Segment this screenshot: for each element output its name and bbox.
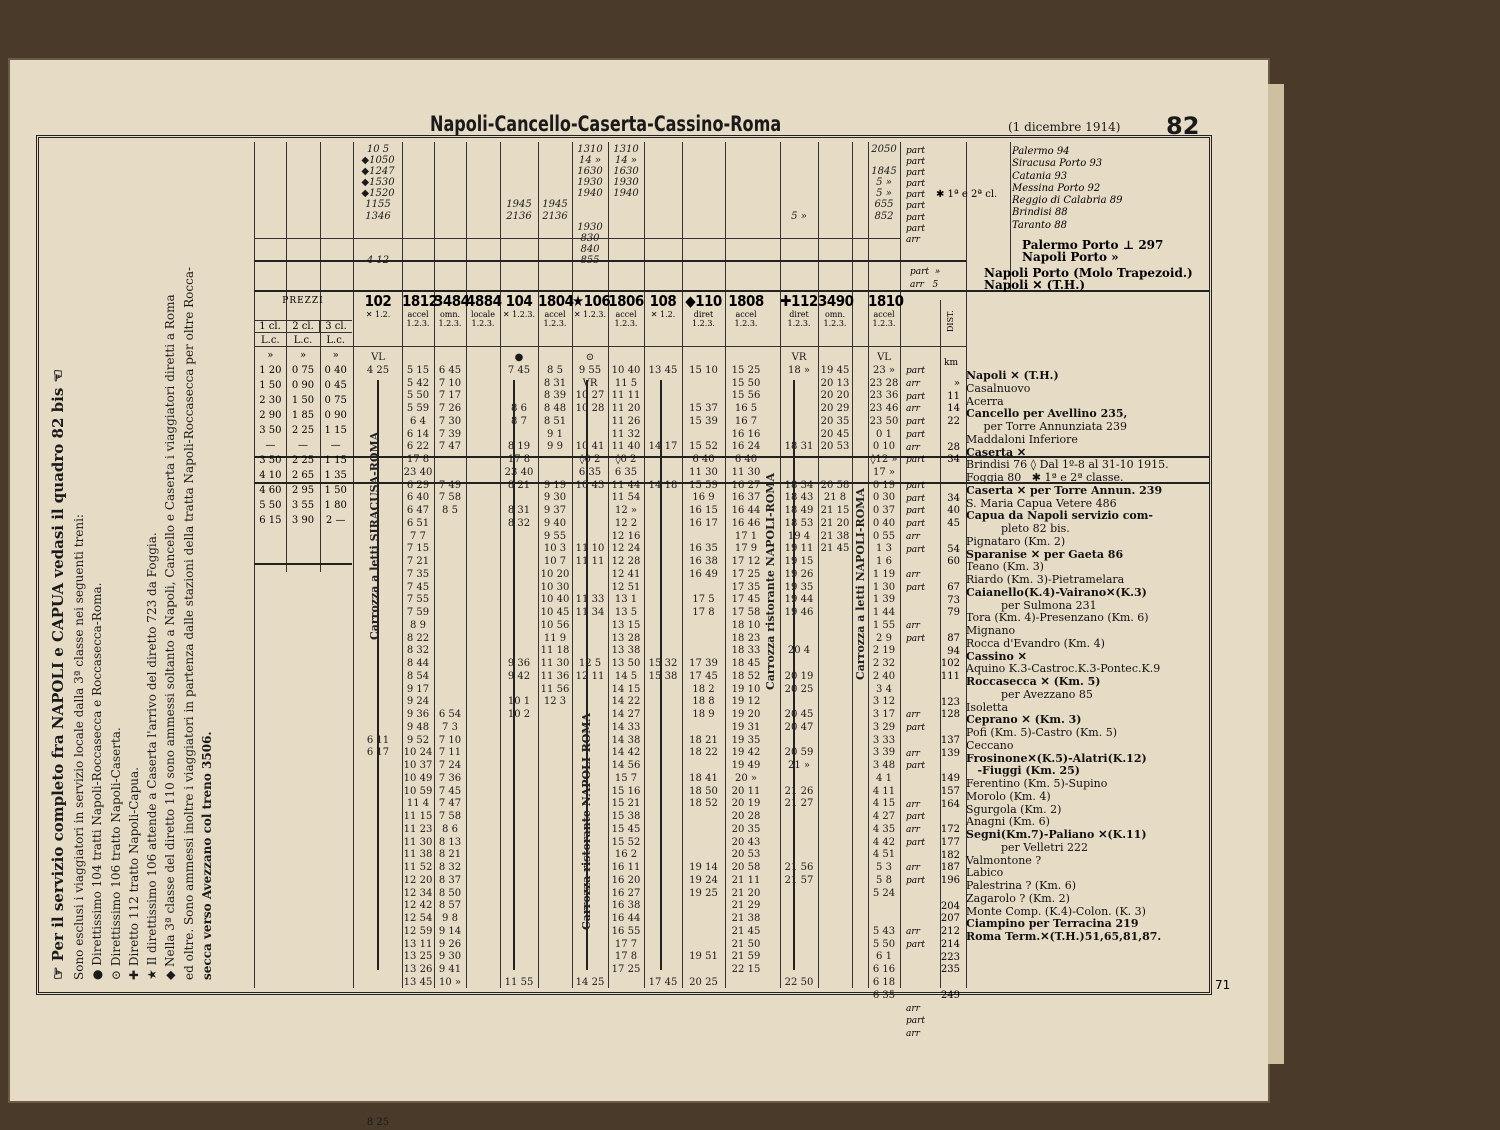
station-name: Frosinone✕(K.5)-Alatri(K.12) [966, 751, 1147, 765]
unit-label: L.c. [293, 335, 313, 346]
station-name: Maddaloni Inferiore [966, 432, 1078, 446]
train-header [354, 292, 402, 347]
price-cell: 3 55 [291, 500, 315, 511]
note-line: ● Direttissimo 104 tratti Napoli-Roccasecca e Roccasecca-Roma. [90, 582, 105, 980]
train-header [434, 292, 470, 347]
notes-panel [38, 138, 252, 990]
page-edge [1268, 84, 1284, 1064]
station-name: Labico [966, 866, 1004, 880]
price-cell: 2 95 [291, 485, 315, 496]
prices-row [254, 438, 352, 453]
top-class-note: ✱ 1ª e 2ª cl. [936, 189, 998, 200]
price-cell: » [267, 350, 274, 361]
note-line: ★ Il direttissimo 106 attende a Caserta l'arrivo del diretto 723 da Foggia. [145, 532, 160, 980]
notes-rotated [38, 138, 252, 990]
train-number: 1806 [608, 292, 644, 310]
km-label: km [944, 358, 958, 368]
col-3490: 19 45 20 13 20 20 20 29 20 35 20 45 20 53 20 58 21 8 21 15 21 20 21 38 21 45 [820, 364, 850, 555]
corner-number: 71 [1215, 978, 1231, 992]
station-name: per Avezzano 85 [966, 687, 1093, 701]
price-cell: 2 25 [291, 425, 315, 436]
col-106: ⊙ 9 55 VR 10 27 10 28 10 41 ◊0 2 6 35 10 43 11 10 11 11 11 33 11 34 12 5 12 11 14 25 [575, 352, 605, 988]
grid-line [900, 142, 901, 988]
price-cell: 0 90 [324, 410, 347, 421]
station-name: Valmontone ? [966, 853, 1042, 867]
prices-table [254, 290, 352, 565]
prices-row [254, 468, 352, 483]
price-cell: 0 75 [291, 365, 315, 376]
price-cell: 0 45 [324, 380, 347, 391]
train-class: omn. 1.2.3. [438, 310, 462, 328]
price-cell: — [330, 440, 341, 451]
station-name: Sparanise ✕ per Gaeta 86 [966, 547, 1124, 561]
price-cell: 0 75 [324, 395, 347, 406]
note-line: ✚ Diretto 112 tratto Napoli-Capua. [126, 767, 141, 980]
price-cell: 1 20 [259, 365, 282, 376]
prices-row [254, 483, 352, 498]
col-104: ● 7 45 8 6 8 7 8 19 17 8 23 40 8 21 8 31 8 32 9 36 9 42 10 1 10 2 11 55 [504, 352, 534, 988]
prices-row [254, 408, 352, 423]
prices-row [254, 378, 352, 393]
arrow-line [660, 380, 662, 970]
train-number: 1808 [728, 292, 764, 310]
station-name: Roccasecca ✕ (Km. 5) [966, 675, 1101, 688]
col-110: 15 10 15 37 15 39 15 52 6 40 11 30 15 59 16 9 16 15 16 17 16 35 16 38 16 49 17 5 17 8 17 39 17 45 18 2 18 8 18 9 18 21 18 22 18 41 18 50 18 52 19 14 19 24 19 25 19 51 20 25 [689, 364, 718, 988]
unit-label: L.c. [326, 335, 345, 346]
station-name: Ciampino per Terracina 219 [966, 917, 1139, 931]
station-name: Anagni (Km. 6) [966, 815, 1050, 829]
train-header [644, 292, 682, 347]
col-102: VL 4 25 6 11 6 17 8 25 [366, 352, 390, 1128]
train-number: 3484 [434, 292, 470, 310]
notes-title: ☞ Per il servizio completo fra NAPOLI e CAPUA vedasi il quadro 82 bis ☜ [49, 369, 67, 980]
prices-row [254, 423, 352, 438]
top-part-arr: part part part part part part part part arr [906, 146, 926, 245]
car-label: Carrozza ristorante NAPOLI-ROMA [764, 473, 777, 690]
station-name: Riardo (Km. 3)-Pietramelara [966, 573, 1125, 586]
station-name: -Fiuggi (Km. 25) [966, 764, 1081, 778]
station-name: Rocca d'Evandro (Km. 4) [966, 636, 1105, 650]
station-name: Acerra [966, 394, 1004, 408]
station-name: Zagarolo ? (Km. 2) [966, 891, 1070, 905]
col-1806: 10 40 11 5 11 11 11 20 11 26 11 32 11 40 ◊0 2 6 35 11 44 11 54 12 » 12 2 12 16 12 24 12 28 12 41 12 51 13 1 13 5 13 15 13 28 13 38 13 50 14 5 14 15 14 22 14 27 14 33 14 38 14 42 14 56 15 7 15 16 15 21 15 38 15 45 15 52 16 2 16 11 16 20 16 27 16 38 16 44 16 55 17 7 17 8 17 25 [611, 364, 641, 975]
connecting-destinations: Palermo 94 Siracusa Porto 93 Catania 93 Messina Porto 92 Reggio di Calabria 89 Brindisi 88 Taranto 88 [1012, 146, 1123, 231]
train-class: accel 1.2.3. [543, 310, 567, 328]
top-106: 1310 14 » 1630 1930 1940 1930 830 840 855 [577, 144, 603, 266]
station-name: Monte Comp. (K.4)-Colon. (K. 3) [966, 904, 1146, 918]
station-name: Mignano [966, 624, 1016, 637]
top-112: 5 » [791, 210, 807, 222]
col-3484: 6 45 7 10 7 17 7 26 7 30 7 39 7 47 7 49 7 58 8 5 6 54 7 3 7 10 7 11 7 24 7 36 7 45 7 47 7 58 8 6 8 13 8 21 8 32 8 37 8 50 8 57 9 8 9 14 9 26 9 30 9 41 10 » [438, 364, 462, 988]
train-header [538, 292, 572, 347]
train-header [572, 292, 611, 347]
porto-line-1: Palermo Porto ⊥ 297 [1022, 238, 1164, 252]
porto-part-arr: part » arr 5 [910, 267, 941, 290]
note-line: ◆ Nella 3ª classe del diretto 110 sono ammessi soltanto a Napoli, Cancello e Caserta i viaggiatori diretti a Roma [163, 294, 178, 980]
col-1808: 15 25 15 50 15 56 16 5 16 7 16 16 16 24 6 40 11 30 16 27 16 37 16 44 16 46 17 1 17 9 17 12 17 25 17 35 17 45 17 58 18 10 18 23 18 33 18 45 18 52 19 10 19 12 19 20 19 31 19 35 19 42 19 49 20 » 20 11 20 19 20 28 20 35 20 43 20 53 20 58 21 11 21 20 21 29 21 38 21 45 21 50 21 59 22 15 [731, 364, 761, 975]
class-header: 3 cl. [319, 321, 352, 332]
train-header [725, 292, 767, 347]
car-label: Carrozza a letti NAPOLI-ROMA [854, 488, 867, 680]
prices-row [254, 513, 352, 528]
page-date: (1 dicembre 1914) [1008, 120, 1121, 134]
stations-list [966, 370, 1210, 944]
station-name: Ceccano [966, 738, 1014, 752]
price-cell: 6 15 [259, 515, 282, 526]
porto-line-3: Napoli Porto (Molo Trapezoid.) [984, 266, 1193, 280]
prices-header [254, 320, 352, 333]
prices-unit-row [254, 333, 352, 348]
note-line: Sono esclusi i viaggiatori in servizio locale dalla 3ª classe nei seguenti treni: [72, 514, 86, 980]
station-name: Capua da Napoli servizio com- [966, 509, 1153, 523]
station-name: Cancello per Avellino 235, [966, 407, 1128, 421]
prices-rows [254, 348, 352, 528]
price-cell: 1 50 [259, 380, 282, 391]
train-number: 4884 [466, 292, 502, 310]
price-cell: 2 25 [291, 455, 315, 466]
prices-row [254, 453, 352, 468]
station-name: Tora (Km. 4)-Presenzano (Km. 6) [966, 611, 1149, 625]
page-title: Napoli-Cancello-Caserta-Cassino-Roma [430, 112, 782, 136]
arrow-line [513, 380, 515, 970]
station-name: Ceprano ✕ (Km. 3) [966, 713, 1082, 727]
col-112: VR 18 » 18 31 18 34 18 43 18 49 18 53 19 4 19 11 19 15 19 26 19 35 19 44 19 46 20 4 20 19 20 25 20 45 20 47 20 59 21 » 21 26 21 27 21 56 21 57 22 50 [784, 352, 814, 988]
station-name: Pofi (Km. 5)-Castro (Km. 5) [966, 726, 1117, 739]
price-cell: 2 30 [259, 395, 282, 406]
note-line: ed oltre. Sono ammessi inoltre i viaggiatori in partenza dalle stazioni della tratta Napoli-Roccasecca per oltre Rocca- [181, 266, 196, 980]
train-header [500, 292, 538, 347]
station-name: Casalnuovo [966, 381, 1031, 395]
price-cell: 0 40 [324, 365, 347, 376]
station-name: Segni(Km.7)-Paliano ✕(K.11) [966, 828, 1147, 841]
train-class: accel 1.2.3. [614, 310, 638, 328]
price-cell: — [265, 440, 276, 451]
prices-label: PREZZI [282, 296, 324, 306]
train-class: diret 1.2.3. [692, 310, 715, 328]
train-number: 1812 [402, 292, 438, 310]
station-name: Foggia 80 ✱ 1ª e 2ª classe. [966, 471, 1124, 484]
station-name: Caserta ✕ per Torre Annun. 239 [966, 483, 1163, 497]
col-1812: 5 15 5 42 5 50 5 59 6 4 6 14 6 22 17 8 23 40 6 29 6 40 6 47 6 51 7 7 7 15 7 21 7 35 7 45 7 55 7 59 8 9 8 22 8 32 8 44 8 54 9 17 9 24 9 36 9 48 9 52 10 24 10 37 10 49 10 59 11 4 11 15 11 23 11 30 11 38 11 52 12 20 12 34 12 42 12 54 12 59 13 11 13 25 13 26 13 45 [403, 364, 433, 988]
price-cell: » [332, 350, 339, 361]
arrow-line [793, 380, 795, 970]
train-header [780, 292, 818, 347]
station-name: per Torre Annunziata 239 [966, 420, 1128, 433]
train-header [402, 292, 438, 347]
grid-line [254, 142, 255, 988]
station-name: per Velletri 222 [966, 840, 1088, 854]
top-1806: 1310 14 » 1630 1930 1940 [613, 144, 639, 200]
price-cell: 1 80 [324, 500, 347, 511]
top-1810: 2050 1845 5 » 5 » 655 852 [871, 144, 897, 222]
grid-line [852, 142, 853, 988]
station-name: S. Maria Capua Vetere 486 [966, 496, 1117, 510]
price-cell: 1 15 [324, 425, 347, 436]
note-line: secca verso Avezzano col treno 3506. [200, 731, 215, 980]
col-1810: VL 23 » 23 28 23 36 23 46 23 50 0 1 0 10 ◊12 » 17 » 0 19 0 30 0 37 0 40 0 55 1 3 1 6 1 19 1 30 1 39 1 44 1 55 2 9 2 19 2 32 2 40 3 4 3 12 3 17 3 29 3 33 3 39 3 48 4 1 4 11 4 15 4 27 4 35 4 42 4 51 5 3 5 8 5 24 5 43 5 50 6 1 6 16 6 18 6 35 [869, 352, 899, 1001]
price-cell: 4 60 [259, 485, 282, 496]
train-class: omn. 1.2.3. [823, 310, 847, 328]
station-name: Morolo (Km. 4) [966, 789, 1051, 803]
note-line: ⊙ Direttissimo 106 tratto Napoli-Caserta. [108, 727, 123, 980]
station-name: Teano (Km. 3) [966, 560, 1044, 574]
station-name: Caserta ✕ [966, 445, 1027, 459]
train-number: ✚112 [780, 292, 818, 310]
station-name: Caianello(K.4)-Vairano✕(K.3) [966, 585, 1147, 599]
unit-label: L.c. [261, 335, 280, 346]
train-header [608, 292, 644, 347]
grid-line [818, 142, 819, 988]
car-label: Carrozza ristorante NAPOLI-ROMA [580, 713, 593, 930]
price-cell: 5 50 [259, 500, 282, 511]
train-number: 108 [649, 292, 677, 310]
price-cell: 4 10 [259, 470, 282, 481]
station-name: Sgurgola (Km. 2) [966, 802, 1062, 816]
car-label: Carrozza a letti SIRACUSA-ROMA [368, 431, 381, 640]
price-cell: 2 — [325, 515, 346, 526]
station-name: Pignataro (Km. 2) [966, 534, 1066, 548]
price-cell: 1 50 [324, 485, 347, 496]
train-header [818, 292, 852, 347]
porto-line-2: Napoli Porto » [1022, 250, 1119, 264]
prices-row [254, 363, 352, 378]
station-name: per Sulmona 231 [966, 598, 1097, 612]
train-number: ◆110 [685, 292, 722, 310]
porto-line-4: Napoli ✕ (T.H.) [984, 278, 1086, 292]
train-class: ✕ 1.2. [650, 310, 676, 319]
price-cell: 3 50 [259, 425, 282, 436]
train-number: 102 [364, 292, 392, 310]
station-name: Brindisi 76 ◊ Dal 1º-8 al 31-10 1915. [966, 458, 1169, 472]
top-1804: 1945 2136 [542, 199, 568, 222]
train-class: diret 1.2.3. [787, 310, 811, 328]
station-name: Aquino K.3-Castroc.K.3-Pontec.K.9 [966, 662, 1161, 676]
class-header: 1 cl. [259, 321, 281, 332]
part-arr-column: part arr part arr part part arr part part part part part arr part arr part arr part arr part arr part arr part arr part arr part arr part arr part arr [906, 366, 926, 1039]
prices-row [254, 498, 352, 513]
train-class: ✕ 1.2.3. [573, 310, 607, 319]
prices-row [254, 348, 352, 363]
price-cell: 3 90 [291, 515, 315, 526]
train-number: 1804 [538, 292, 574, 310]
price-cell: » [299, 350, 307, 361]
train-header [868, 292, 904, 347]
col-108: 13 45 14 17 14 18 15 32 15 38 17 45 [648, 364, 678, 988]
station-name: pleto 82 bis. [966, 522, 1070, 535]
train-header [682, 292, 725, 347]
train-class: locale 1.2.3. [471, 310, 495, 328]
station-name: Napoli ✕ (T.H.) [966, 369, 1059, 382]
price-cell: 1 15 [324, 455, 347, 466]
train-number: ★106 [572, 292, 611, 310]
top-102: 10 5 ◆1050 ◆1247 ◆1530 ◆1520 1155 1346 4 12 [361, 144, 395, 266]
train-class: accel 1.2.3. [406, 310, 430, 328]
price-cell: 0 90 [291, 380, 315, 391]
grid-line [466, 142, 467, 988]
km-column: » 11 14 22 28 34 34 40 45 54 60 67 73 79 87 94 102 111 123 128 137 139 149 157 164 172 177 182 187 196 204 207 212 214 223 235 249 [940, 377, 960, 1001]
class-header: 2 cl. [286, 321, 319, 332]
train-number: 1810 [868, 292, 904, 310]
train-class: ✕ 1.2. [365, 310, 391, 319]
col-1804: 8 5 8 31 8 39 8 48 8 51 9 1 9 9 9 19 9 30 9 37 9 40 9 55 10 3 10 7 10 20 10 30 10 40 10 45 10 56 11 9 11 18 11 30 11 36 11 56 12 3 [540, 364, 570, 708]
station-name: Roma Term.✕(T.H.)51,65,81,87. [966, 930, 1162, 943]
train-number: 3490 [818, 292, 854, 310]
train-number: 104 [505, 292, 533, 310]
train-class: ✕ 1.2.3. [502, 310, 536, 319]
price-cell: 2 90 [259, 410, 282, 421]
station-name: Palestrina ? (Km. 6) [966, 879, 1077, 892]
price-cell: 1 85 [291, 410, 315, 421]
price-cell: 1 50 [291, 395, 315, 406]
train-header [466, 292, 500, 347]
price-cell: — [298, 440, 308, 451]
page-number: 82 [1166, 112, 1200, 140]
dist-label: DIST. [946, 310, 955, 332]
price-cell: 2 65 [291, 470, 315, 481]
station-name: Cassino ✕ [966, 649, 1027, 663]
train-class: accel 1.2.3. [872, 310, 896, 328]
station-name: Isoletta [966, 700, 1009, 714]
train-class: accel 1.2.3. [734, 310, 758, 328]
price-cell: 3 50 [259, 455, 282, 466]
price-cell: 1 35 [324, 470, 347, 481]
top-104: 1945 2136 [506, 199, 532, 222]
prices-row [254, 393, 352, 408]
station-name: Ferentino (Km. 5)-Supino [966, 777, 1108, 790]
